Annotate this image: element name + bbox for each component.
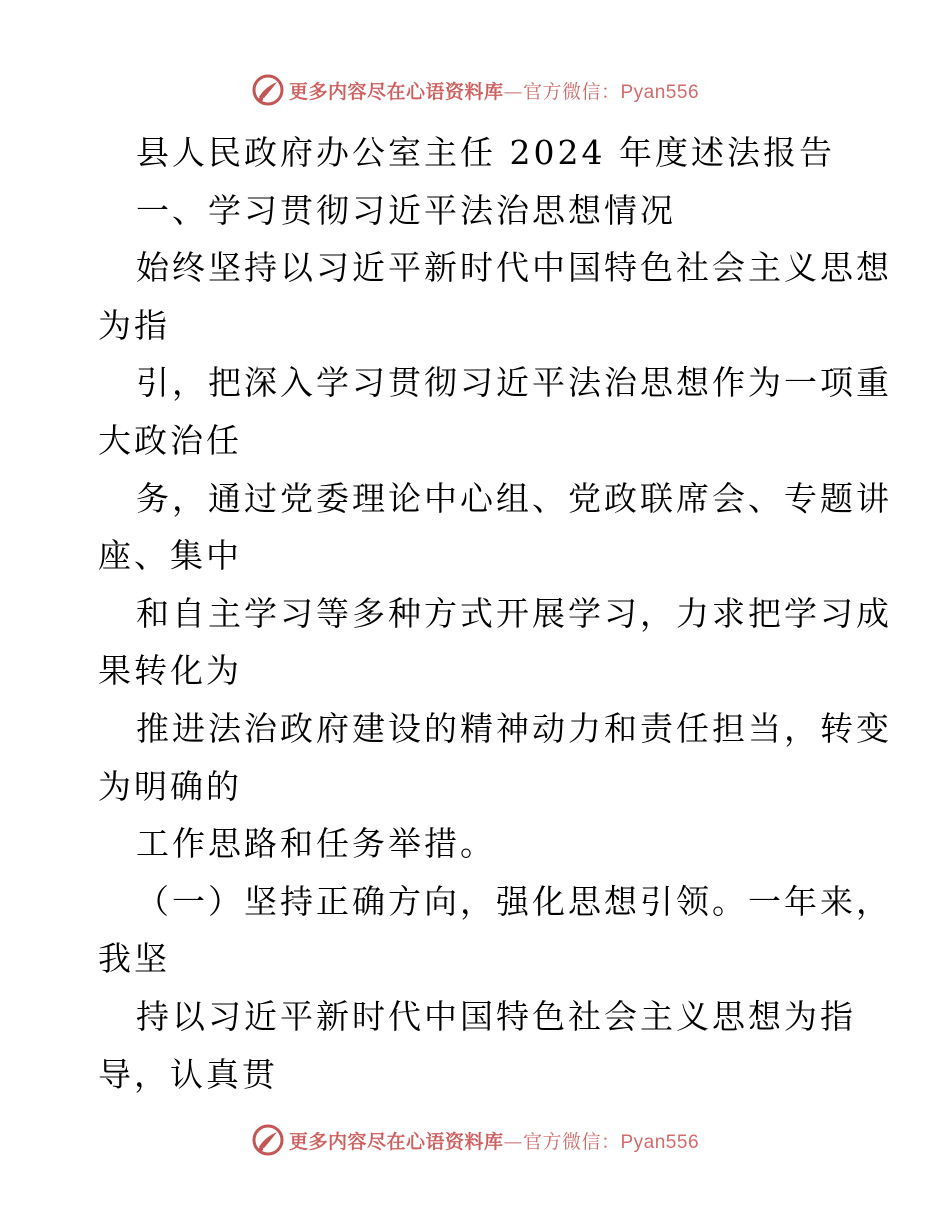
watermark-contact: 官方微信：: [522, 1130, 621, 1153]
paragraph-line: 推进法治政府建设的精神动力和责任担当，转变: [136, 708, 892, 748]
paragraph-line: 我坚: [98, 939, 170, 979]
paragraph-line: 引，把深入学习贯彻习近平法治思想作为一项重: [136, 363, 892, 403]
watermark-brand: 更多内容尽在心语资料库: [288, 1130, 504, 1153]
watermark-contact: 官方微信：: [522, 80, 621, 103]
paragraph-line: 果转化为: [98, 651, 242, 691]
watermark-brand: 更多内容尽在心语资料库: [288, 80, 504, 103]
section-heading: 一、学习贯彻习近平法治思想情况: [136, 190, 676, 230]
paragraph-line: 始终坚持以习近平新时代中国特色社会主义思想: [136, 248, 892, 288]
paragraph-line: 和自主学习等多种方式开展学习，力求把学习成: [136, 593, 892, 633]
document-body: [98, 124, 892, 1103]
paragraph-line: 导，认真贯: [98, 1054, 278, 1094]
paragraph-line: 大政治任: [98, 420, 242, 460]
watermark-id: Pyan556: [620, 81, 700, 103]
paragraph-line: 为指: [98, 305, 170, 345]
paragraph-line: 为明确的: [98, 766, 242, 806]
watermark-separator: —: [503, 1130, 523, 1153]
paragraph-line: 持以习近平新时代中国特色社会主义思想为指: [136, 996, 856, 1036]
watermark-text: [289, 1127, 699, 1154]
brush-logo-icon: [251, 1123, 285, 1157]
paragraph-line: 工作思路和任务举措。: [136, 824, 496, 864]
document-title: 县人民政府办公室主任 2024 年度述法报告: [136, 133, 835, 172]
watermark-header: [0, 70, 950, 110]
watermark-text: [289, 77, 699, 104]
watermark-id: Pyan556: [620, 1131, 700, 1153]
paragraph-line: 务，通过党委理论中心组、党政联席会、专题讲: [136, 478, 892, 518]
paragraph-line: 座、集中: [98, 536, 242, 576]
brush-logo-icon: [251, 73, 285, 107]
subsection-line: （一）坚持正确方向，强化思想引领。一年来，: [136, 881, 892, 921]
watermark-separator: —: [503, 80, 523, 103]
watermark-footer: [0, 1120, 950, 1160]
